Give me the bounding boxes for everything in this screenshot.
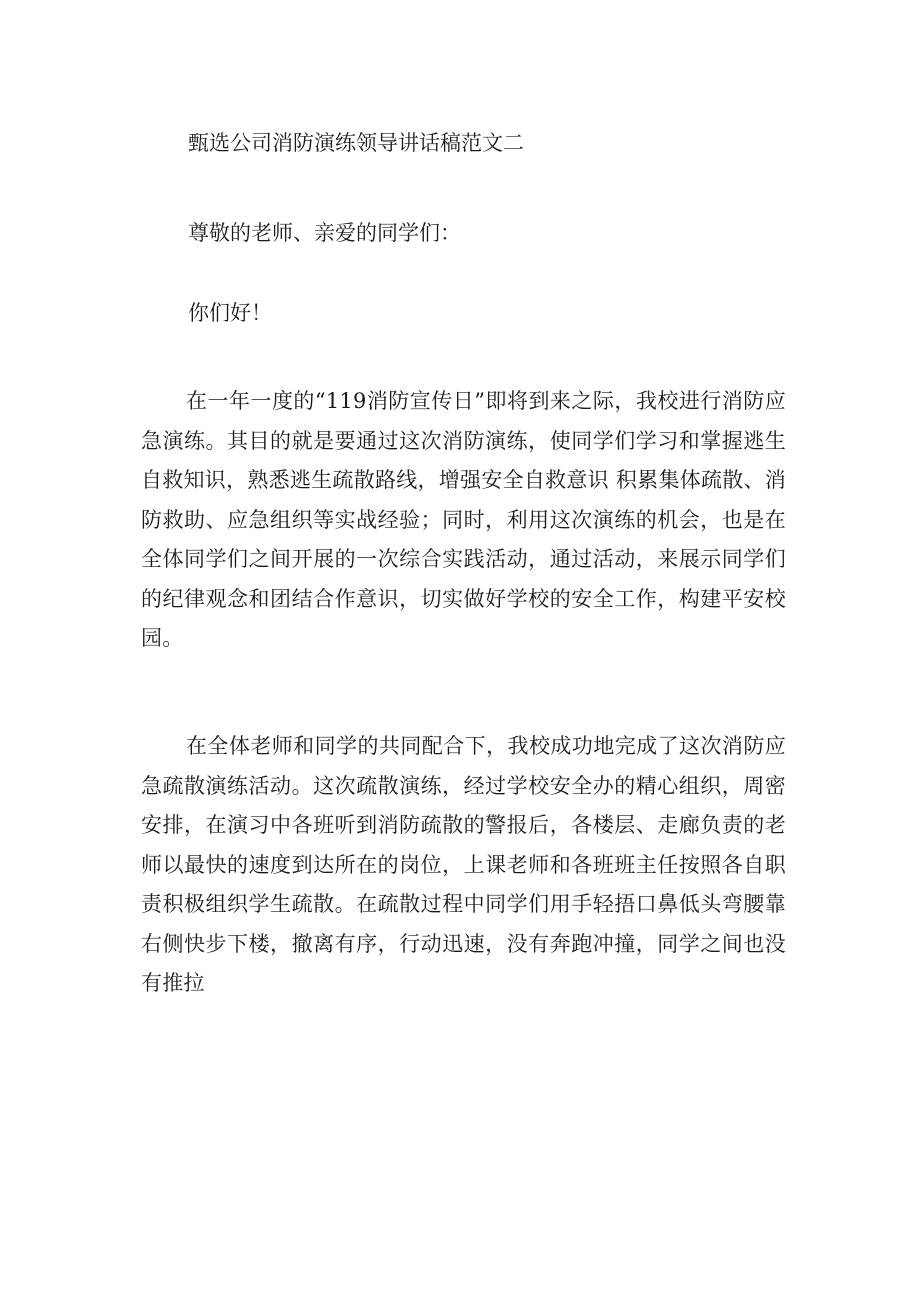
salutation: 尊敬的老师、亲爱的同学们： (188, 221, 461, 245)
paragraph-1: 在一年一度的“119消防宣传日”即将到来之际，我校进行消防应急演练。其目的就是要通过这次消防演练，使同学们学习和掌握逃生自救知识，熟悉逃生疏散路线，增强安全自救意识 积累集体疏散、消防救助、应急组织等实战经验；同时，利用这次演练的机会，也是在全体同学们之间开展的一次综合实践活动，通过活动，来展示同学们的纪律观念和团结合作意识，切实做好学校的安全工作，构建平安校园。 (141, 389, 786, 650)
document-title: 甄选公司消防演练领导讲话稿范文二 (188, 131, 524, 155)
greeting: 你们好！ (188, 301, 272, 325)
paragraph-2: 在全体老师和同学的共同配合下，我校成功地完成了这次消防应急疏散演练活动。这次疏散演练，经过学校安全办的精心组织，周密安排，在演习中各班听到消防疏散的警报后，各楼层、走廊负责的老师以最快的速度到达所在的岗位，上课老师和各班班主任按照各自职责积极组织学生疏散。在疏散过程中同学们用手轻捂口鼻低头弯腰靠右侧快步下楼，撤离有序，行动迅速，没有奔跑冲撞，同学之间也没有推拉 (141, 734, 786, 995)
